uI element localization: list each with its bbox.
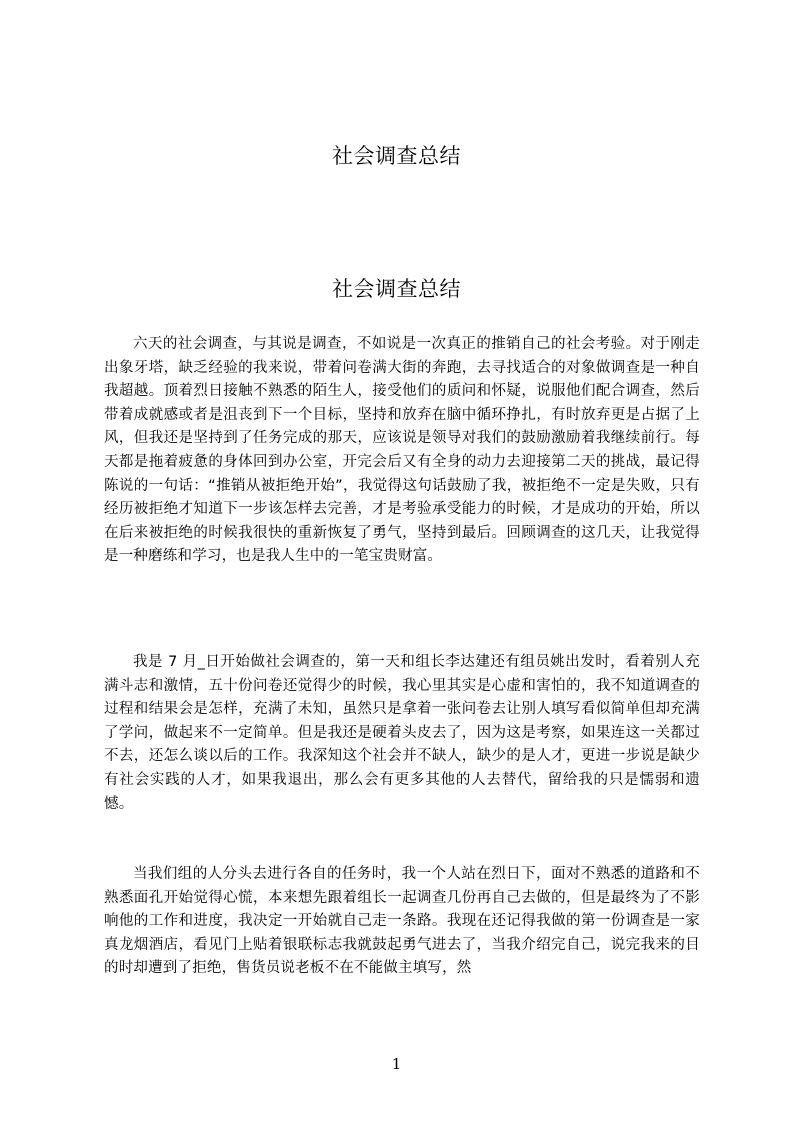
paragraph-3: 当我们组的人分头去进行各自的任务时，我一个人站在烈日下，面对不熟悉的道路和不熟悉面孔开始觉得心慌，本来想先跟着组长一起调查几份再自己去做的，但是最终为了不影响他的工作和进度，我决定一开始就自己走一条路。我现在还记得我做的第一份调查是一家真龙烟酒店，看见门上贴着银联标志我就鼓起勇气进去了，当我介绍完自己，说完我来的目的时却遭到了拒绝，售货员说老板不在不能做主填写，然 <box>104 866 700 977</box>
paragraph-1: 六天的社会调查，与其说是调查，不如说是一次真正的推销自己的社会考验。对于刚走出象牙塔，缺乏经验的我来说，带着问卷满大街的奔跑，去寻找适合的对象做调查是一种自我超越。顶着烈日接触不熟悉的陌生人，接受他们的质问和怀疑，说服他们配合调查，然后带着成就感或者是沮丧到下一个目标，坚持和放弃在脑中循环挣扎，有时放弃更是占据了上风，但我还是坚持到了任务完成的那天，应该说是领导对我们的鼓励激励着我继续前行。每天都是拖着疲惫的身体回到办公室，开完会后又有全身的动力去迎接第二天的挑战，最记得陈说的一句话：“推销从被拒绝开始”，我觉得这句话鼓励了我，被拒绝不一定是失败，只有经历被拒绝才知道下一步该怎样去完善，才是考验承受能力的时候，才是成功的开始，所以在后来被拒绝的时候我很快的重新恢复了勇气，坚持到最后。回顾调查的这几天，让我觉得是一种磨练和学习，也是我人生中的一笔宝贵财富。 <box>104 336 700 565</box>
paragraph-2: 我是 7 月_日开始做社会调查的，第一天和组长李达建还有组员姚出发时，看着别人充满斗志和激情，五十份问卷还觉得少的时候，我心里其实是心虚和害怕的，我不知道调查的过程和结果会是怎样，充满了未知，虽然只是拿着一张问卷去让别人填写看似简单但却充满了学问，做起来不一定简单。但是我还是硬着头皮去了，因为这是考察，如果连这一关都过不去，还怎么谈以后的工作。我深知这个社会并不缺人，缺少的是人才，更进一步说是缺少有社会实践的人才，如果我退出，那么会有更多其他的人去替代，留给我的只是懦弱和遗憾。 <box>104 654 700 812</box>
page-number: 1 <box>391 1055 402 1073</box>
page-title: 社会调查总结 <box>332 277 461 301</box>
header-title: 社会调查总结 <box>332 144 461 168</box>
